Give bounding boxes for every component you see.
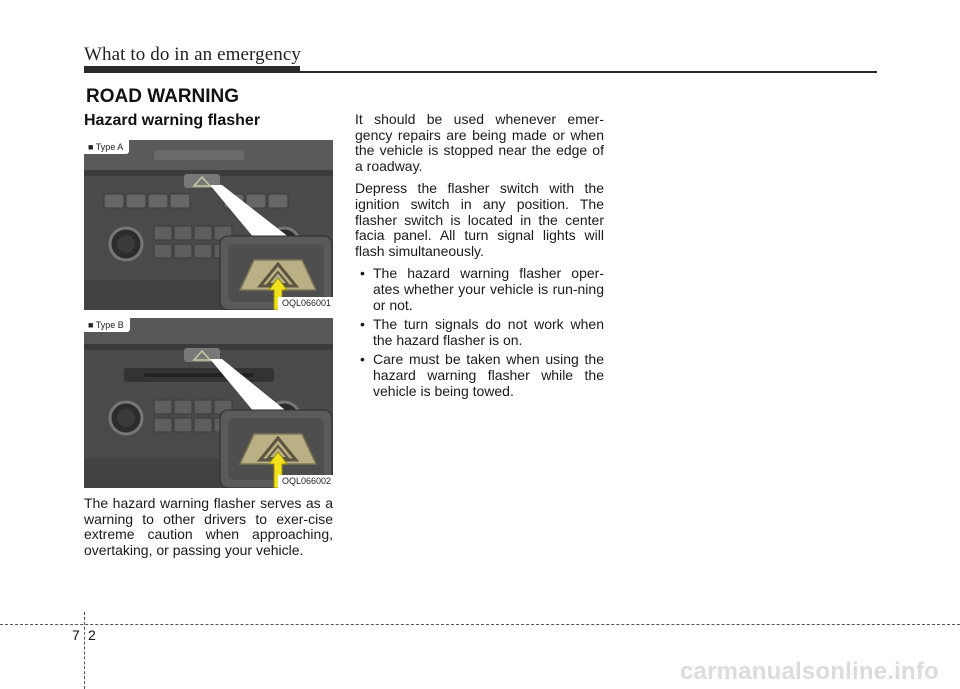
section-title: ROAD WARNING bbox=[86, 86, 240, 107]
footer-rule bbox=[0, 624, 960, 625]
header-rule-thin bbox=[84, 71, 877, 73]
intro-paragraph: The hazard warning flasher serves as a warning to other drivers to exer-cise extreme caution when approaching, overtaking, or passing your vehicle. bbox=[84, 495, 333, 558]
figure-b-code: OQL066002 bbox=[278, 475, 333, 488]
note-item: • The hazard warning flasher oper-ates whether your vehicle is run-ning or not. bbox=[355, 266, 604, 313]
note-item: • The turn signals do not work when the hazard flasher is on. bbox=[355, 317, 604, 348]
dashboard-illustration-a bbox=[84, 140, 333, 310]
right-column bbox=[355, 112, 604, 403]
operation-paragraph: Depress the flasher switch with the ignition switch in any position. The flasher switch is located in the center facia panel. All turn signal lights will flash simultaneously. bbox=[355, 180, 604, 259]
figure-a-code: OQL066001 bbox=[278, 297, 333, 310]
watermark: carmanualsonline.info bbox=[680, 658, 939, 685]
dashboard-illustration-b bbox=[84, 318, 333, 488]
usage-paragraph: It should be used whenever emer-gency repairs are being made or when the vehicle is stopped near the edge of a roadway. bbox=[355, 111, 604, 174]
page-number: 2 bbox=[88, 627, 96, 643]
figure-a-type-label: ■ Type A bbox=[84, 140, 129, 154]
running-header-title: What to do in an emergency bbox=[84, 44, 301, 65]
subsection-title: Hazard warning flasher bbox=[84, 112, 261, 129]
chapter-number: 7 bbox=[72, 627, 80, 643]
figure-b-type-label: ■ Type B bbox=[84, 318, 130, 332]
figure-type-b bbox=[84, 318, 333, 488]
note-item: • Care must be taken when using the hazard warning flasher while the vehicle is being towed. bbox=[355, 352, 604, 399]
footer-divider bbox=[84, 612, 85, 689]
notes-list bbox=[355, 266, 604, 399]
figure-type-a bbox=[84, 140, 333, 310]
